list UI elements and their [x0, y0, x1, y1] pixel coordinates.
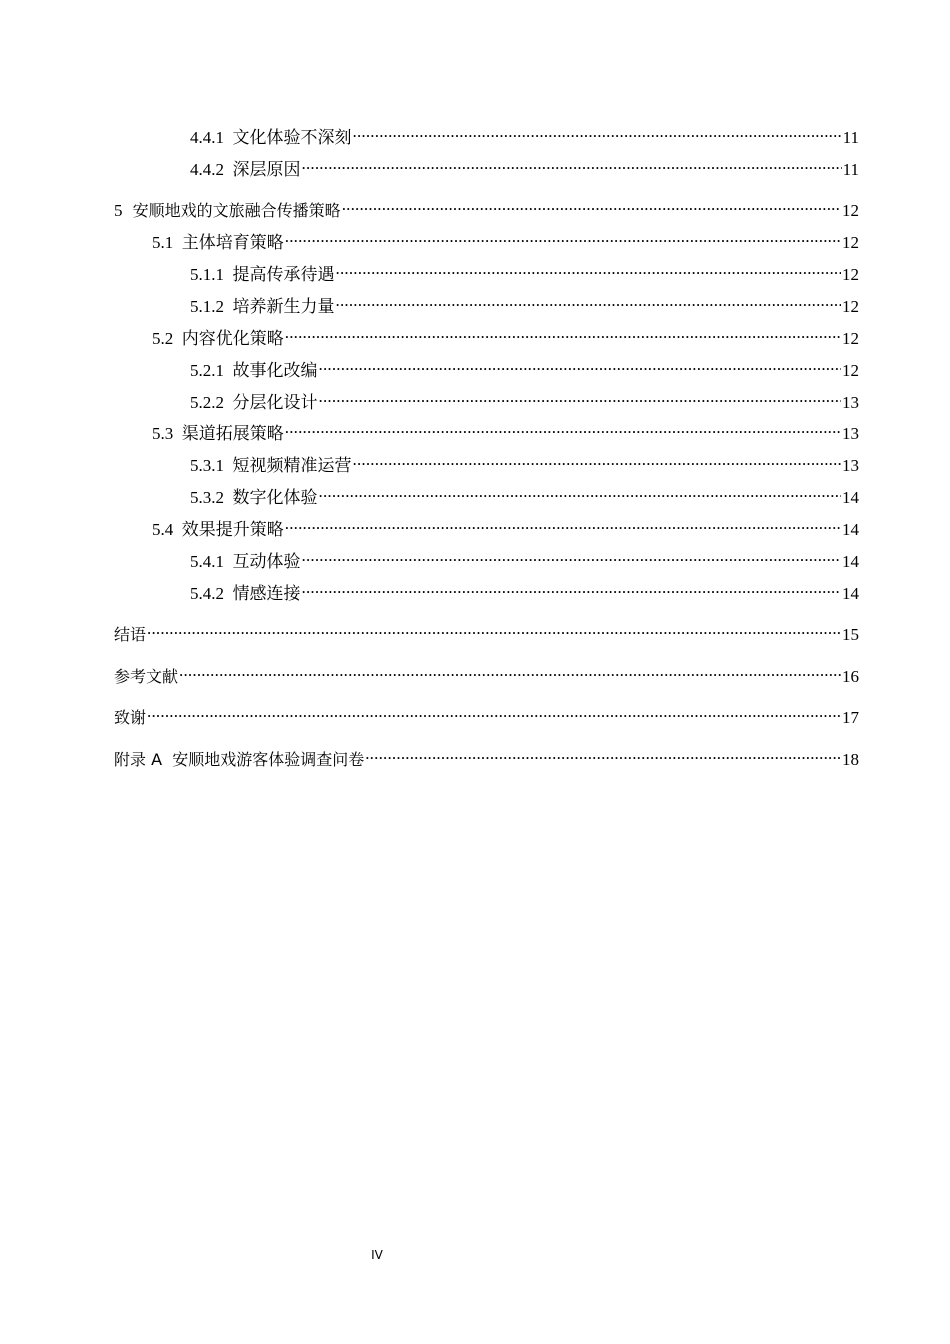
toc-leader-dots: [147, 701, 841, 723]
toc-page-number: 11: [842, 160, 859, 179]
toc-page-number: 12: [842, 265, 859, 284]
toc-entry-4-4-1[interactable]: [190, 121, 859, 147]
toc-entry-label: 5.2.1 故事化改编: [190, 361, 318, 380]
toc-entry-label: 5.1.2 培养新生力量: [190, 297, 335, 316]
toc-entry-acknowledgements[interactable]: [114, 701, 859, 727]
toc-leader-dots: [319, 386, 842, 408]
toc-entry-label: 参考文献: [114, 667, 179, 686]
toc-entry-label: 5.4 效果提升策略: [152, 520, 284, 539]
toc-entry-label: 4.4.2 深层原因: [190, 160, 301, 179]
toc-leader-dots: [302, 153, 842, 175]
toc-leader-dots: [285, 322, 841, 344]
toc-entry-label: 5 安顺地戏的文旅融合传播策略: [114, 201, 341, 220]
toc-leader-dots: [342, 194, 841, 216]
toc-leader-dots: [336, 258, 842, 280]
toc-leader-dots: [179, 660, 841, 682]
toc-entry-5-2-1[interactable]: [190, 354, 859, 380]
toc-page-number: 12: [842, 297, 859, 316]
toc-entry-5-3-2[interactable]: [190, 481, 859, 507]
toc-leader-dots: [319, 354, 842, 376]
toc-entry-5-1[interactable]: [152, 226, 859, 252]
toc-page-number: 13: [842, 424, 859, 443]
toc-entry-4-4-2[interactable]: [190, 153, 859, 179]
page-number-footer: IV: [371, 1248, 383, 1262]
toc-page-number: 18: [842, 750, 859, 769]
toc-entry-label: 5.4.1 互动体验: [190, 552, 301, 571]
toc-entry-5-1-2[interactable]: [190, 290, 859, 316]
toc-entry-label: 5.2 内容优化策略: [152, 329, 284, 348]
toc-entry-references[interactable]: [114, 660, 859, 686]
toc-page-number: 14: [842, 552, 859, 571]
toc-entry-label: 5.1.1 提高传承待遇: [190, 265, 335, 284]
toc-page-number: 11: [842, 128, 859, 147]
toc-page-number: 12: [842, 329, 859, 348]
toc-entry-label: 附录 A 安顺地戏游客体验调查问卷: [114, 750, 365, 769]
toc-entry-5-3[interactable]: [152, 417, 859, 443]
toc-page-number: 14: [842, 584, 859, 603]
toc-entry-label: 5.3 渠道拓展策略: [152, 424, 284, 443]
toc-page-number: 12: [842, 361, 859, 380]
toc-page-number: 15: [842, 625, 859, 644]
toc-leader-dots: [319, 481, 842, 503]
toc-leader-dots: [353, 449, 842, 471]
toc-entry-5-4-1[interactable]: [190, 545, 859, 571]
toc-page-number: 16: [842, 667, 859, 686]
toc-entry-label: 致谢: [114, 708, 147, 727]
toc-entry-5-4-2[interactable]: [190, 577, 859, 603]
toc-entry-label: 5.3.2 数字化体验: [190, 488, 318, 507]
toc-leader-dots: [285, 513, 841, 535]
toc-entry-appendix-a[interactable]: [114, 743, 859, 769]
toc-page-number: 13: [842, 456, 859, 475]
toc-leader-dots: [285, 226, 841, 248]
toc-leader-dots: [285, 417, 841, 439]
toc-entry-conclusion[interactable]: [114, 618, 859, 644]
toc-entry-5[interactable]: [114, 194, 859, 220]
toc-entry-5-1-1[interactable]: [190, 258, 859, 284]
toc-entry-5-3-1[interactable]: [190, 449, 859, 475]
toc-leader-dots: [302, 545, 842, 567]
toc-entry-5-2[interactable]: [152, 322, 859, 348]
toc-entry-label: 5.3.1 短视频精准运营: [190, 456, 352, 475]
toc-page-number: 12: [842, 201, 859, 220]
toc-leader-dots: [336, 290, 842, 312]
toc-entry-5-2-2[interactable]: [190, 386, 859, 412]
toc-entry-label: 结语: [114, 625, 147, 644]
toc-entry-5-4[interactable]: [152, 513, 859, 539]
toc-entry-label: 5.1 主体培育策略: [152, 233, 284, 252]
toc-page-number: 17: [842, 708, 859, 727]
toc-leader-dots: [365, 743, 841, 765]
toc-page-number: 14: [842, 520, 859, 539]
toc-page-number: 14: [842, 488, 859, 507]
toc-entry-label: 5.2.2 分层化设计: [190, 393, 318, 412]
toc-leader-dots: [147, 618, 841, 640]
toc-entry-label: 4.4.1 文化体验不深刻: [190, 128, 352, 147]
toc-page-number: 12: [842, 233, 859, 252]
toc-entry-label: 5.4.2 情感连接: [190, 584, 301, 603]
toc-leader-dots: [302, 577, 842, 599]
toc-page-number: 13: [842, 393, 859, 412]
toc-leader-dots: [353, 121, 842, 143]
